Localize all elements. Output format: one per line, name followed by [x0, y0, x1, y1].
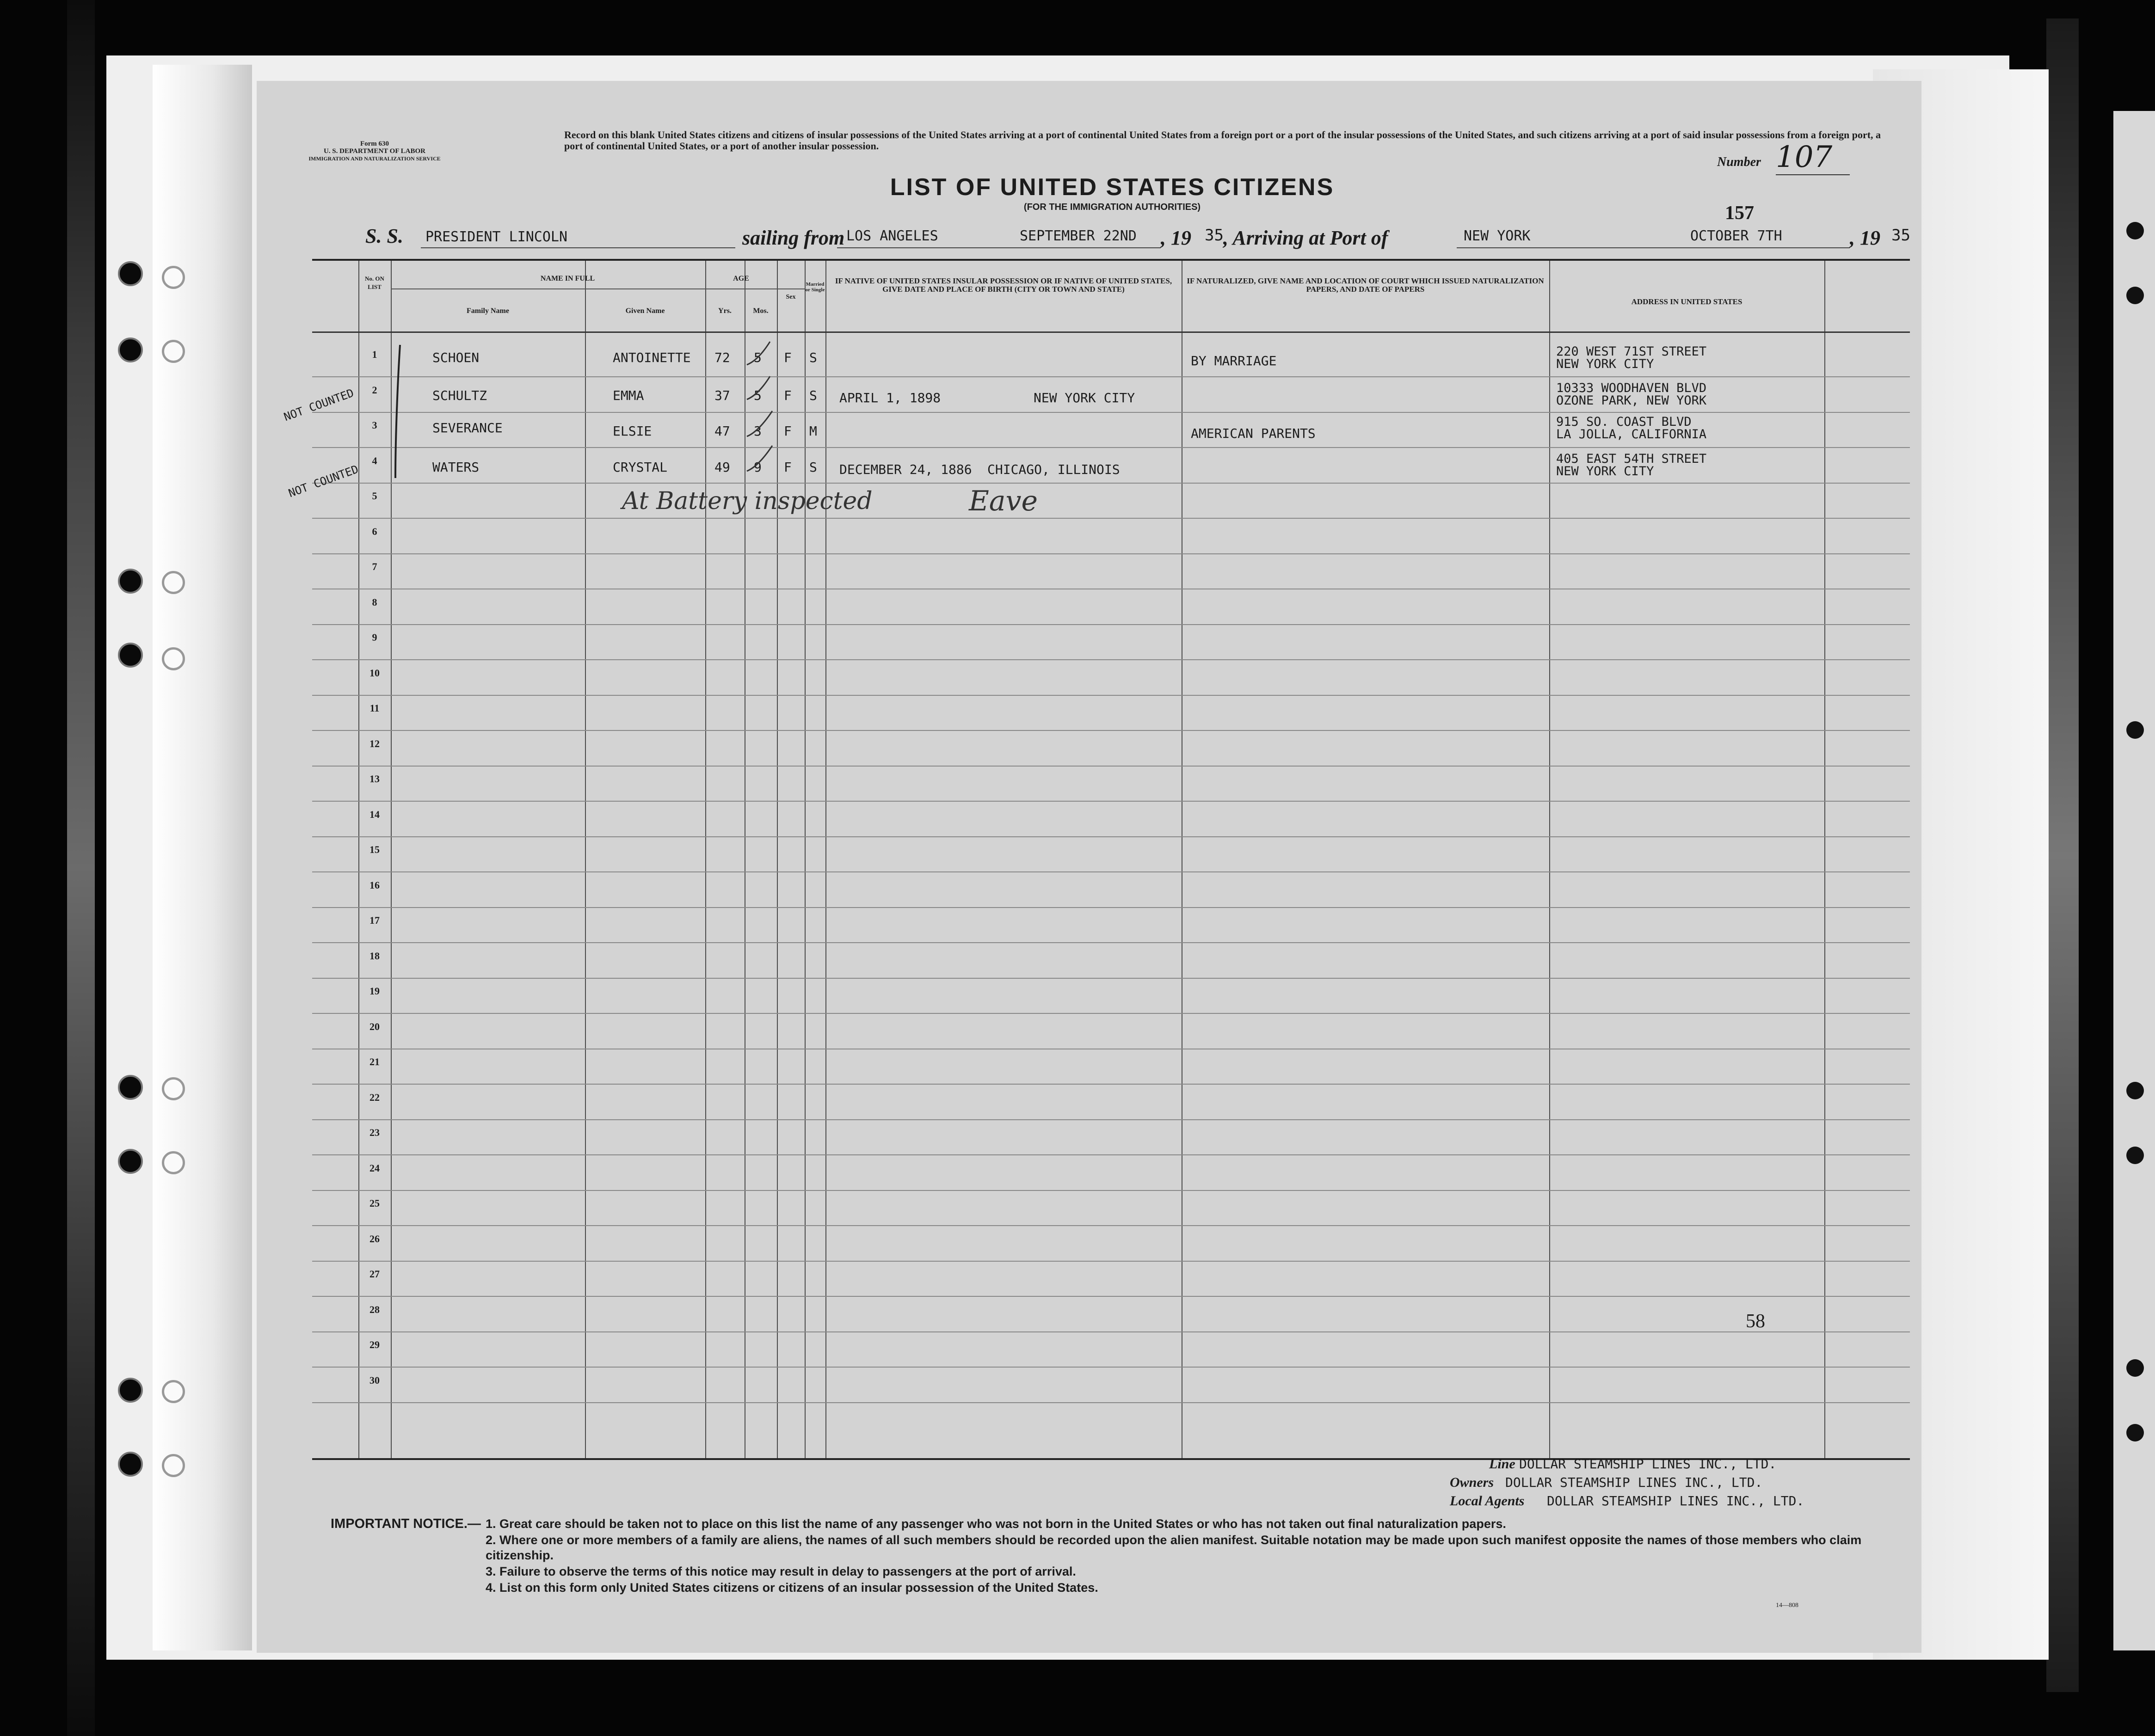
- row-line: [312, 1261, 1910, 1262]
- number-label: Number: [1717, 155, 1761, 169]
- department-name: U. S. DEPARTMENT OF LABOR: [323, 147, 426, 155]
- age-years: 49: [714, 460, 730, 475]
- col-married: Married or Single: [805, 282, 825, 293]
- row-number: 1: [372, 349, 377, 360]
- sex: F: [784, 388, 792, 403]
- line-label: Line: [1489, 1456, 1515, 1472]
- notice-item: 4. List on this form only United States citizens or citizens of an insular possession of the United States.: [486, 1581, 1098, 1595]
- list-number: 107: [1776, 140, 1850, 175]
- row-number: 9: [372, 632, 377, 643]
- age-years: 47: [714, 423, 730, 439]
- col-name-in-full: NAME IN FULL: [540, 275, 595, 282]
- agents-block: [1450, 1456, 1912, 1512]
- passenger-table: [312, 259, 1910, 1460]
- sex: F: [784, 423, 792, 439]
- handwritten-note: At Battery inspected: [622, 487, 873, 515]
- service-name: IMMIGRATION AND NATURALIZATION SERVICE: [308, 155, 441, 162]
- row-line: [312, 553, 1910, 554]
- film-edge-right: [2046, 18, 2079, 1692]
- row-number: 19: [369, 985, 380, 997]
- arrival-year: 35: [1891, 226, 1910, 245]
- local-agents-label: Local Agents: [1450, 1493, 1525, 1509]
- birth-date: DECEMBER 24, 1886: [839, 462, 972, 477]
- row-line: [312, 1367, 1910, 1368]
- col-age: AGE: [733, 275, 749, 282]
- row-number: 21: [369, 1056, 380, 1067]
- owners-value: DOLLAR STEAMSHIP LINES INC., LTD.: [1505, 1475, 1763, 1490]
- row-number: 3: [372, 419, 377, 431]
- local-agents-row: [1450, 1493, 1912, 1512]
- address-line-1: 405 EAST 54TH STREET: [1556, 452, 1707, 466]
- col-address: ADDRESS IN UNITED STATES: [1631, 297, 1742, 306]
- arrival-date: OCTOBER 7TH: [1690, 228, 1782, 244]
- address-line-2: OZONE PARK, NEW YORK: [1556, 393, 1707, 408]
- age-years: 72: [714, 350, 730, 365]
- owners-row: [1450, 1475, 1912, 1493]
- sex: F: [784, 460, 792, 475]
- row-line: [312, 836, 1910, 837]
- binder-hole: [118, 261, 143, 286]
- row-number: 27: [369, 1268, 380, 1280]
- handwritten-marks: [312, 261, 830, 520]
- binder-hole: [162, 266, 185, 289]
- col-family-name: Family Name: [467, 307, 509, 315]
- row-line: [312, 1296, 1910, 1297]
- age-months: 5: [754, 350, 762, 365]
- citizen-list-form: [257, 81, 1921, 1653]
- binder-hole: [2126, 1359, 2144, 1377]
- naturalization: BY MARRIAGE: [1191, 353, 1277, 368]
- row-line: [312, 942, 1910, 943]
- row-number: 7: [372, 561, 377, 572]
- handwritten-note: Eave: [969, 485, 1038, 517]
- row-line: [312, 871, 1910, 872]
- marital-status: S: [809, 460, 817, 475]
- binder-hole: [118, 1452, 143, 1477]
- col-line: [1549, 261, 1550, 1458]
- page-curl: [153, 65, 252, 1650]
- arrival-port: NEW YORK: [1464, 228, 1531, 244]
- row-line: [312, 1331, 1910, 1332]
- binder-hole: [162, 1454, 185, 1477]
- form-number: Form 630: [360, 140, 389, 147]
- col-sex: Sex: [786, 294, 796, 301]
- underline: [837, 246, 1161, 248]
- top-instructions: Record on this blank United States citizens and citizens of insular possessions of the United States arriving at a port of continental United States from a foreign port or a port of the insular possessions of the United States, and such citizens arriving at a port of said insular possessions from a foreign port, a port of continental United States, or a port of another insular possession.: [564, 129, 1881, 152]
- age-years: 37: [714, 388, 730, 403]
- row-line: [312, 730, 1910, 731]
- row-number: 30: [369, 1374, 380, 1386]
- ss-label: S. S.: [365, 225, 403, 247]
- notice-item: 2. Where one or more members of a family are aliens, the names of all such members should be recorded upon the alien manifest. Suitable notation may be made upon such manifest opposite the names of those members who claim citizenship.: [486, 1533, 1862, 1562]
- page-title: LIST OF UNITED STATES CITIZENS: [890, 174, 1335, 201]
- row-number: 20: [369, 1021, 380, 1032]
- row-number: 17: [369, 914, 380, 926]
- row-number: 6: [372, 526, 377, 537]
- col-no: No. ON LIST: [365, 275, 384, 290]
- row-line: [312, 978, 1910, 979]
- departure-date: SEPTEMBER 22ND: [1020, 228, 1137, 244]
- address-line-2: LA JOLLA, CALIFORNIA: [1556, 427, 1707, 442]
- binder-hole: [2126, 222, 2144, 239]
- not-counted-note: NOT COUNTED: [282, 386, 356, 424]
- row-line: [312, 1154, 1910, 1155]
- row-line: [312, 801, 1910, 802]
- binder-hole: [162, 1151, 185, 1174]
- row-line: [312, 1402, 1910, 1403]
- binder-hole: [2126, 1147, 2144, 1164]
- family-name: SEVERANCE: [432, 420, 503, 436]
- not-counted-note: NOT COUNTED: [287, 462, 360, 500]
- address-line-1: 10333 WOODHAVEN BLVD: [1556, 381, 1707, 395]
- row-number: 24: [369, 1162, 380, 1174]
- birth-place: CHICAGO, ILLINOIS: [987, 462, 1120, 477]
- row-line: [312, 1084, 1910, 1085]
- underline: [1457, 246, 1850, 248]
- col-mos: Mos.: [753, 307, 769, 315]
- form-code: 14—808: [1776, 1602, 1798, 1609]
- col-yrs: Yrs.: [718, 307, 732, 315]
- row-number: 22: [369, 1092, 380, 1103]
- address-line-1: 220 WEST 71ST STREET: [1556, 344, 1707, 359]
- given-name: ELSIE: [613, 423, 652, 439]
- binder-hole: [162, 340, 185, 363]
- address-line-1: 915 SO. COAST BLVD: [1556, 415, 1692, 429]
- row-line: [312, 907, 1910, 908]
- row-number: 2: [372, 384, 377, 396]
- binder-hole: [2126, 1424, 2144, 1442]
- line-value: DOLLAR STEAMSHIP LINES INC., LTD.: [1519, 1456, 1777, 1472]
- address-line-2: NEW YORK CITY: [1556, 357, 1654, 371]
- given-name: EMMA: [613, 388, 644, 403]
- row-number: 13: [369, 773, 380, 785]
- film-edge-left: [67, 0, 95, 1736]
- family-name: WATERS: [432, 460, 480, 475]
- family-name: SCHOEN: [432, 350, 480, 365]
- binder-hole: [2126, 721, 2144, 739]
- col-naturalized: IF NATURALIZED, GIVE NAME AND LOCATION OF COURT WHICH ISSUED NATURALIZATION PAPERS, AND DATE OF PAPERS: [1187, 276, 1544, 294]
- departure-year: 35: [1205, 226, 1224, 245]
- arrival-year-label: , 19: [1850, 227, 1880, 249]
- age-months: 3: [754, 423, 762, 439]
- row-line: [312, 695, 1910, 696]
- row-number: 4: [372, 455, 377, 466]
- form-header-agency: [305, 140, 444, 162]
- binder-hole: [162, 571, 185, 594]
- birth-date: APRIL 1, 1898: [839, 390, 941, 405]
- binder-hole: [2126, 1082, 2144, 1099]
- row-number: 10: [369, 667, 380, 679]
- stamp-page-number: 157: [1725, 202, 1754, 224]
- given-name: CRYSTAL: [613, 460, 668, 475]
- row-number: 25: [369, 1197, 380, 1209]
- row-number: 11: [369, 702, 380, 714]
- binder-hole: [118, 1378, 143, 1403]
- sailing-from-label: sailing from: [742, 227, 845, 249]
- year-label: , 19: [1161, 227, 1191, 249]
- age-months: 5: [754, 388, 762, 403]
- row-number: 12: [369, 738, 380, 749]
- row-line: [312, 659, 1910, 660]
- given-name: ANTOINETTE: [613, 350, 691, 365]
- row-number: 5: [372, 490, 377, 502]
- sex: F: [784, 350, 792, 365]
- row-number: 18: [369, 950, 380, 962]
- row-number: 29: [369, 1339, 380, 1350]
- owners-label: Owners: [1450, 1475, 1494, 1490]
- binder-hole: [118, 569, 143, 594]
- departure-port: LOS ANGELES: [846, 228, 938, 244]
- col-given-name: Given Name: [625, 307, 665, 315]
- row-number: 26: [369, 1233, 380, 1245]
- important-notice-lead: IMPORTANT NOTICE.—: [331, 1516, 481, 1531]
- page-subtitle: (FOR THE IMMIGRATION AUTHORITIES): [1023, 202, 1201, 212]
- binder-hole: [118, 643, 143, 668]
- notice-item: 1. Great care should be taken not to place on this list the name of any passenger who was not born in the United States or who has not taken out final naturalization papers.: [486, 1517, 1506, 1531]
- binder-edge-right: [2113, 111, 2155, 1650]
- row-line: [312, 1013, 1910, 1014]
- row-number: 16: [369, 879, 380, 891]
- marital-status: M: [809, 423, 817, 439]
- local-agents-value: DOLLAR STEAMSHIP LINES INC., LTD.: [1547, 1493, 1804, 1509]
- arriving-label: , Arriving at Port of: [1223, 227, 1388, 249]
- line-row: [1450, 1456, 1912, 1475]
- binder-hole: [118, 1149, 143, 1174]
- important-notice-items: [486, 1516, 1901, 1596]
- row-line: [312, 766, 1910, 767]
- row-number: 8: [372, 596, 377, 608]
- row-line: [312, 624, 1910, 625]
- binder-hole: [2126, 287, 2144, 304]
- notice-item: 3. Failure to observe the terms of this notice may result in delay to passengers at the port of arrival.: [486, 1564, 1076, 1578]
- binder-hole: [162, 647, 185, 670]
- marital-status: S: [809, 350, 817, 365]
- stamp-58: 58: [1746, 1311, 1765, 1332]
- row-line: [312, 1225, 1910, 1226]
- binder-hole: [162, 1380, 185, 1403]
- birth-place: NEW YORK CITY: [1034, 390, 1135, 405]
- row-line: [312, 1119, 1910, 1120]
- col-native: IF NATIVE OF UNITED STATES INSULAR POSSESSION OR IF NATIVE OF UNITED STATES, GIVE DATE AND PLACE OF BIRTH (CITY OR TOWN AND STATE): [835, 276, 1172, 294]
- row-line: [312, 1190, 1910, 1191]
- family-name: SCHULTZ: [432, 388, 487, 403]
- binder-hole: [118, 1075, 143, 1100]
- col-line: [1824, 261, 1825, 1458]
- voyage-line: [365, 220, 1910, 252]
- row-number: 14: [369, 809, 380, 820]
- underline: [421, 246, 735, 248]
- age-months: 9: [754, 460, 762, 475]
- row-number: 28: [369, 1304, 380, 1315]
- binder-hole: [118, 337, 143, 362]
- binder-hole: [162, 1077, 185, 1100]
- ship-name: PRESIDENT LINCOLN: [425, 229, 568, 245]
- marital-status: S: [809, 388, 817, 403]
- row-number: 23: [369, 1127, 380, 1138]
- address-line-2: NEW YORK CITY: [1556, 464, 1654, 478]
- row-number: 15: [369, 844, 380, 855]
- naturalization: AMERICAN PARENTS: [1191, 426, 1316, 441]
